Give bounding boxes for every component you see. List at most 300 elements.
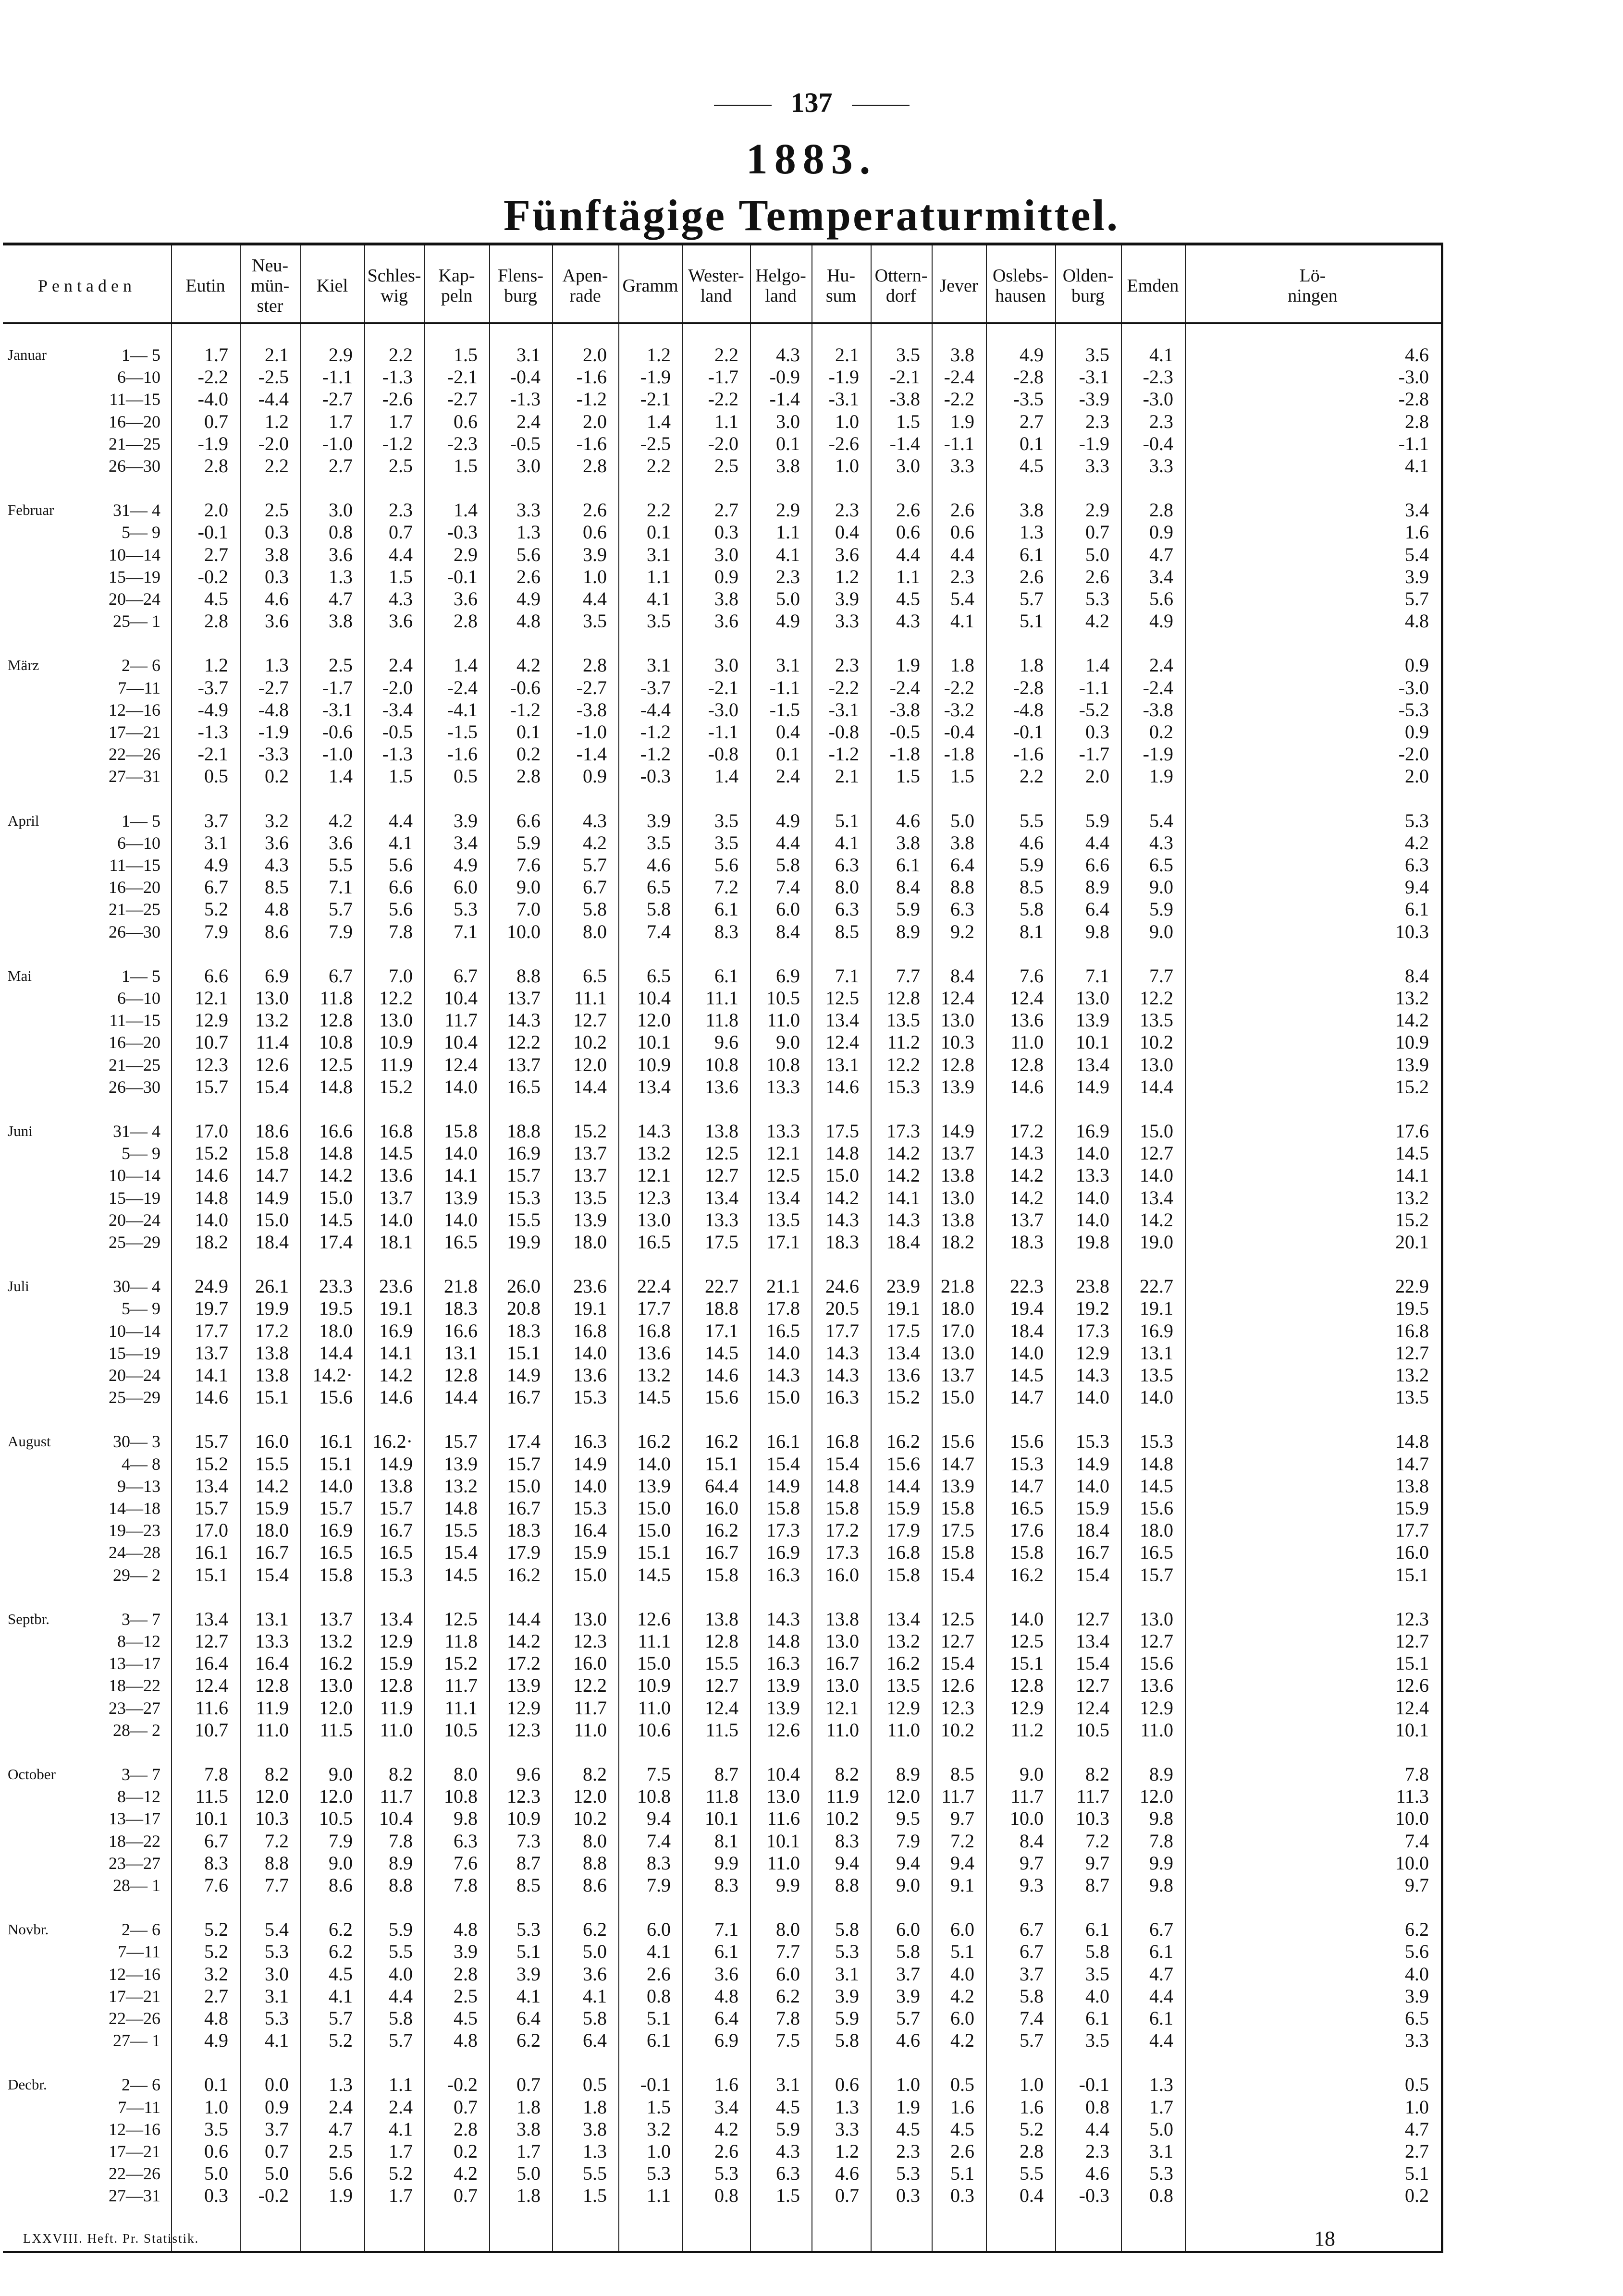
temperature-cell: 1.9	[1149, 765, 1173, 787]
temperature-cell: -2.2	[708, 388, 738, 410]
temperature-cell: 13.1	[1140, 1342, 1173, 1364]
temperature-cell: 14.2	[886, 1164, 920, 1186]
temperature-cell: -2.3	[447, 432, 478, 454]
temperature-cell: -1.4	[889, 432, 920, 454]
temperature-cell: 13.7	[941, 1364, 974, 1386]
temperature-cell: 8.4	[1020, 1830, 1044, 1852]
temperature-cell: 5.9	[896, 898, 920, 920]
temperature-cell: 16.8	[637, 1319, 671, 1342]
temperature-cell: 17.0	[195, 1519, 228, 1541]
temperature-cell: 1.1	[714, 410, 738, 432]
temperature-cell: 6.3	[1405, 854, 1429, 876]
temperature-cell: 6.5	[583, 965, 607, 987]
temperature-cell: 16.5	[1010, 1497, 1044, 1519]
temperature-cell: 17.0	[941, 1319, 974, 1342]
temperature-cell: 14.8	[825, 1475, 859, 1497]
temperature-cell: 18.8	[507, 1120, 541, 1142]
temperature-cell: 2.7	[1020, 410, 1044, 432]
temperature-cell: 10.4	[444, 987, 478, 1009]
temperature-cell: 6.3	[835, 854, 859, 876]
temperature-cell: 13.0	[573, 1608, 607, 1630]
temperature-cell: 8.1	[714, 1830, 738, 1852]
temperature-cell: 0.5	[1405, 2074, 1429, 2096]
temperature-cell: 7.6	[516, 854, 541, 876]
temperature-cell: 1.5	[950, 765, 974, 787]
temperature-cell: -1.1	[1079, 676, 1109, 698]
temperature-cell: 8.5	[516, 1874, 541, 1896]
temperature-cell: -0.5	[510, 432, 541, 454]
temperature-cell: -3.8	[889, 388, 920, 410]
temperature-cell: 6.1	[1085, 2007, 1109, 2029]
temperature-cell: 16.9	[1076, 1120, 1109, 1142]
temperature-cell: 2.3	[835, 654, 859, 676]
temperature-cell: 4.6	[1085, 2162, 1109, 2185]
temperature-cell: 17.3	[766, 1519, 800, 1541]
temperature-cell: 8.5	[950, 1763, 974, 1785]
temperature-cell: 3.4	[454, 831, 478, 854]
temperature-cell: 14.3	[886, 1209, 920, 1231]
temperature-cell: 4.2	[1405, 831, 1429, 854]
temperature-cell: 2.8	[454, 2118, 478, 2140]
temperature-cell: 16.0	[573, 1652, 607, 1674]
temperature-cell: 14.0	[1140, 1164, 1173, 1186]
temperature-cell: 8.5	[1020, 876, 1044, 898]
temperature-cell: 1.3	[516, 521, 541, 543]
temperature-cell: 16.2	[637, 1430, 671, 1453]
temperature-cell: 15.8	[319, 1563, 353, 1586]
header-station: Helgo- land	[755, 266, 806, 306]
temperature-cell: 10.5	[1076, 1719, 1109, 1741]
temperature-cell: -2.8	[1013, 366, 1044, 388]
temperature-cell: 13.1	[444, 1342, 478, 1364]
temperature-cell: 4.3	[776, 2140, 800, 2162]
temperature-cell: -1.0	[322, 432, 353, 454]
temperature-cell: 10.2	[825, 1807, 859, 1830]
temperature-cell: 8.2	[389, 1763, 413, 1785]
temperature-cell: 4.1	[265, 2029, 289, 2052]
temperature-cell: 10.0	[507, 920, 541, 942]
temperature-cell: 3.1	[1149, 2140, 1173, 2162]
temperature-cell: 13.5	[1140, 1364, 1173, 1386]
temperature-cell: 12.1	[766, 1142, 800, 1164]
temperature-cell: 18.2	[941, 1231, 974, 1253]
temperature-cell: 4.3	[583, 809, 607, 831]
temperature-cell: -0.1	[1013, 721, 1044, 743]
temperature-cell: 3.8	[950, 344, 974, 366]
temperature-cell: 16.4	[255, 1652, 289, 1674]
temperature-cell: 9.8	[454, 1807, 478, 1830]
temperature-cell: 14.0	[319, 1475, 353, 1497]
temperature-cell: 3.5	[1085, 2029, 1109, 2052]
temperature-cell: -1.9	[1143, 743, 1173, 765]
temperature-cell: 12.5	[1010, 1630, 1044, 1652]
temperature-cell: 15.8	[886, 1563, 920, 1586]
temperature-cell: 15.4	[941, 1563, 974, 1586]
temperature-cell: -1.1	[708, 721, 738, 743]
temperature-cell: 3.6	[329, 831, 353, 854]
temperature-cell: 6.0	[950, 2007, 974, 2029]
temperature-cell: 18.0	[319, 1319, 353, 1342]
temperature-cell: 16.7	[255, 1541, 289, 1563]
header-station: Kiel	[316, 276, 348, 296]
temperature-cell: 12.8	[255, 1674, 289, 1697]
temperature-cell: 2.0	[1405, 765, 1429, 787]
temperature-cell: -0.5	[889, 721, 920, 743]
pentade-label: 11—15	[109, 1011, 160, 1030]
temperature-cell: 2.4	[1149, 654, 1173, 676]
temperature-cell: 16.1	[195, 1541, 228, 1563]
pentade-label: 2— 6	[122, 656, 160, 675]
temperature-cell: 16.8	[379, 1120, 413, 1142]
temperature-cell: 13.4	[886, 1342, 920, 1364]
pentade-label: 15—19	[109, 1343, 160, 1363]
temperature-cell: 23.6	[573, 1275, 607, 1297]
temperature-cell: 4.6	[835, 2162, 859, 2185]
temperature-cell: -1.2	[640, 743, 671, 765]
temperature-cell: 3.7	[265, 2118, 289, 2140]
temperature-cell: 17.5	[941, 1519, 974, 1541]
temperature-cell: 14.2	[1010, 1186, 1044, 1209]
temperature-cell: 3.8	[583, 2118, 607, 2140]
temperature-cell: 0.0	[265, 2074, 289, 2096]
temperature-cell: 0.5	[204, 765, 228, 787]
temperature-cell: -1.4	[576, 743, 607, 765]
temperature-cell: 5.7	[1405, 588, 1429, 610]
temperature-cell: 1.2	[265, 410, 289, 432]
temperature-cell: 9.0	[516, 876, 541, 898]
temperature-cell: 14.1	[1395, 1164, 1429, 1186]
temperature-cell: 7.2	[1085, 1830, 1109, 1852]
temperature-cell: 2.9	[1085, 499, 1109, 521]
temperature-cell: 16.2·	[372, 1430, 413, 1453]
temperature-cell: 13.6	[379, 1164, 413, 1186]
temperature-cell: -2.4	[889, 676, 920, 698]
temperature-cell: 13.9	[941, 1475, 974, 1497]
pentade-label: 21—25	[109, 900, 160, 919]
temperature-cell: 0.7	[516, 2074, 541, 2096]
temperature-cell: 5.8	[1085, 1941, 1109, 1963]
temperature-cell: 2.2	[265, 455, 289, 476]
temperature-cell: 14.9	[1076, 1453, 1109, 1475]
temperature-cell: 15.0	[507, 1475, 541, 1497]
temperature-cell: 16.5	[379, 1541, 413, 1563]
pentade-label: 11—15	[109, 855, 160, 875]
temperature-cell: 1.1	[896, 565, 920, 587]
temperature-cell: 0.2	[1149, 721, 1173, 743]
temperature-cell: 7.9	[329, 1830, 353, 1852]
temperature-cell: 2.7	[714, 499, 738, 521]
temperature-cell: 4.1	[583, 1985, 607, 2007]
temperature-cell: 18.0	[941, 1297, 974, 1319]
temperature-cell: 14.2	[1395, 1009, 1429, 1031]
temperature-cell: 5.8	[835, 1918, 859, 1941]
temperature-cell: -0.4	[510, 366, 541, 388]
temperature-cell: 11.0	[767, 1852, 800, 1874]
pentade-label: 25—29	[109, 1233, 160, 1252]
temperature-cell: 2.8	[583, 654, 607, 676]
temperature-cell: 1.0	[1020, 2074, 1044, 2096]
temperature-cell: 22.9	[1395, 1275, 1429, 1297]
temperature-cell: 0.8	[714, 2185, 738, 2207]
temperature-cell: 3.2	[265, 809, 289, 831]
temperature-cell: 0.2	[454, 2140, 478, 2162]
temperature-cell: 15.7	[507, 1164, 541, 1186]
temperature-cell: 19.8	[1076, 1231, 1109, 1253]
temperature-cell: 14.9	[1076, 1075, 1109, 1098]
temperature-cell: 4.3	[776, 344, 800, 366]
temperature-cell: 10.1	[637, 1031, 671, 1053]
temperature-cell: 10.2	[573, 1031, 607, 1053]
temperature-cell: 6.3	[950, 898, 974, 920]
header-station: Lö- ningen	[1288, 266, 1338, 306]
temperature-cell: 15.2	[379, 1075, 413, 1098]
temperature-cell: 2.0	[583, 344, 607, 366]
temperature-cell: 5.1	[1405, 2162, 1429, 2185]
temperature-cell: 2.1	[835, 765, 859, 787]
temperature-cell: 4.8	[516, 610, 541, 632]
temperature-cell: 1.3	[583, 2140, 607, 2162]
temperature-cell: 1.9	[896, 2096, 920, 2118]
temperature-cell: 17.2	[825, 1519, 859, 1541]
temperature-cell: 13.2	[444, 1475, 478, 1497]
temperature-cell: 13.9	[1076, 1009, 1109, 1031]
temperature-cell: 14.3	[766, 1608, 800, 1630]
month-label: Juni	[8, 1123, 33, 1139]
header-station: Eutin	[185, 276, 225, 296]
temperature-cell: 4.8	[714, 1985, 738, 2007]
temperature-cell: 3.1	[647, 543, 671, 565]
temperature-cell: 9.4	[896, 1852, 920, 1874]
pentade-label: 1— 5	[122, 811, 160, 830]
temperature-cell: 7.8	[1149, 1830, 1173, 1852]
temperature-cell: 4.2	[950, 1985, 974, 2007]
temperature-cell: 3.0	[329, 499, 353, 521]
temperature-cell: 1.0	[835, 410, 859, 432]
temperature-cell: 14.0	[1140, 1386, 1173, 1408]
temperature-cell: 26.1	[255, 1275, 289, 1297]
temperature-cell: 3.6	[389, 610, 413, 632]
temperature-cell: 1.0	[835, 455, 859, 476]
temperature-cell: 7.6	[1020, 965, 1044, 987]
temperature-cell: 5.7	[389, 2029, 413, 2052]
temperature-cell: 15.4	[255, 1563, 289, 1586]
temperature-cell: 4.4	[950, 543, 974, 565]
temperature-cell: 19.5	[319, 1297, 353, 1319]
temperature-cell: 13.7	[1010, 1209, 1044, 1231]
temperature-cell: 12.3	[1395, 1608, 1429, 1630]
temperature-cell: 15.8	[941, 1497, 974, 1519]
temperature-cell: -1.5	[447, 721, 478, 743]
temperature-cell: 10.5	[444, 1719, 478, 1741]
temperature-cell: -4.4	[258, 388, 289, 410]
temperature-cell: 3.3	[835, 610, 859, 632]
temperature-cell: 21.1	[766, 1275, 800, 1297]
temperature-cell: 0.3	[265, 565, 289, 587]
month-label: Februar	[8, 501, 54, 519]
temperature-cell: 13.2	[1395, 987, 1429, 1009]
temperature-cell: 12.4	[825, 1031, 859, 1053]
temperature-cell: 8.3	[835, 1830, 859, 1852]
temperature-cell: 15.8	[705, 1563, 738, 1586]
temperature-cell: 13.4	[1076, 1053, 1109, 1075]
pentade-label: 12—16	[109, 700, 160, 720]
temperature-cell: 4.2	[1085, 610, 1109, 632]
temperature-cell: 4.6	[647, 854, 671, 876]
pentade-label: 20—24	[109, 589, 160, 609]
pentade-label: 23—27	[109, 1698, 160, 1718]
temperature-cell: 14.6	[195, 1386, 228, 1408]
temperature-cell: 15.8	[444, 1120, 478, 1142]
temperature-cell: 5.4	[1405, 543, 1429, 565]
temperature-cell: 5.4	[950, 588, 974, 610]
temperature-cell: 6.1	[1149, 1941, 1173, 1963]
temperature-cell: -1.3	[382, 366, 413, 388]
temperature-cell: 13.4	[825, 1009, 859, 1031]
temperature-cell: 14.7	[1395, 1453, 1429, 1475]
temperature-cell: 6.6	[1085, 854, 1109, 876]
temperature-cell: 10.3	[1076, 1807, 1109, 1830]
temperature-cell: 10.4	[766, 1763, 800, 1785]
temperature-cell: 15.4	[825, 1453, 859, 1475]
temperature-cell: -1.4	[769, 388, 800, 410]
pentade-label: 12—16	[109, 1964, 160, 1984]
temperature-cell: 17.3	[886, 1120, 920, 1142]
temperature-cell: 5.9	[516, 831, 541, 854]
temperature-cell: 1.7	[389, 410, 413, 432]
temperature-cell: 8.8	[583, 1852, 607, 1874]
temperature-cell: 4.6	[1405, 344, 1429, 366]
pentade-label: 3— 7	[122, 1765, 160, 1784]
temperature-cell: 5.2	[1020, 2118, 1044, 2140]
temperature-cell: 7.8	[454, 1874, 478, 1896]
temperature-cell: 4.1	[389, 831, 413, 854]
temperature-cell: 11.1	[638, 1630, 671, 1652]
temperature-cell: 14.2	[379, 1364, 413, 1386]
temperature-cell: 13.7	[507, 987, 541, 1009]
temperature-cell: 15.1	[195, 1563, 228, 1586]
temperature-cell: 3.6	[714, 1963, 738, 1985]
temperature-cell: 14.0	[1076, 1142, 1109, 1164]
temperature-cell: 22.3	[1010, 1275, 1044, 1297]
temperature-cell: 4.3	[265, 854, 289, 876]
pentade-label: 20—24	[109, 1366, 160, 1385]
pentade-label: 8—12	[117, 1632, 160, 1651]
temperature-cell: 1.5	[389, 765, 413, 787]
temperature-cell: 17.5	[886, 1319, 920, 1342]
temperature-cell: 3.1	[776, 654, 800, 676]
pentade-label: 14—18	[109, 1499, 160, 1518]
temperature-cell: 5.9	[1085, 809, 1109, 831]
temperature-cell: 4.3	[896, 610, 920, 632]
temperature-cell: 2.6	[516, 565, 541, 587]
month-label: October	[8, 1766, 56, 1783]
temperature-cell: 2.0	[583, 410, 607, 432]
temperature-cell: -3.1	[828, 388, 859, 410]
temperature-cell: 11.0	[1140, 1719, 1173, 1741]
temperature-cell: 4.5	[329, 1963, 353, 1985]
temperature-cell: 3.2	[204, 1963, 228, 1985]
temperature-cell: 2.2	[1020, 765, 1044, 787]
temperature-cell: 14.5	[444, 1563, 478, 1586]
temperature-cell: 13.5	[573, 1186, 607, 1209]
temperature-cell: 2.7	[204, 1985, 228, 2007]
temperature-cell: 11.1	[444, 1697, 478, 1719]
temperature-cell: 2.8	[454, 1963, 478, 1985]
temperature-cell: 7.6	[454, 1852, 478, 1874]
temperature-cell: 5.5	[1020, 809, 1044, 831]
temperature-cell: 13.5	[886, 1009, 920, 1031]
temperature-cell: 15.2	[886, 1386, 920, 1408]
temperature-cell: 15.6	[941, 1430, 974, 1453]
temperature-cell: 13.9	[444, 1186, 478, 1209]
pentade-label: 22—26	[109, 745, 160, 764]
header-station: Emden	[1127, 276, 1179, 296]
temperature-cell: 15.3	[886, 1075, 920, 1098]
temperature-cell: 2.7	[1405, 2140, 1429, 2162]
temperature-cell: 3.9	[583, 543, 607, 565]
temperature-cell: 14.3	[825, 1342, 859, 1364]
temperature-cell: 13.0	[379, 1009, 413, 1031]
temperature-cell: 4.0	[389, 1963, 413, 1985]
temperature-cell: 15.1	[637, 1541, 671, 1563]
temperature-cell: 4.3	[389, 588, 413, 610]
temperature-cell: 12.6	[255, 1053, 289, 1075]
temperature-cell: 8.5	[835, 920, 859, 942]
temperature-cell: -2.5	[258, 366, 289, 388]
page-number: 137	[0, 86, 1623, 119]
temperature-cell: 9.4	[647, 1807, 671, 1830]
temperature-cell: 3.3	[516, 499, 541, 521]
temperature-cell: 19.2	[1076, 1297, 1109, 1319]
temperature-cell: 4.5	[1020, 455, 1044, 476]
temperature-cell: 9.0	[1149, 876, 1173, 898]
temperature-cell: 0.9	[1405, 721, 1429, 743]
temperature-cell: 24.9	[195, 1275, 228, 1297]
temperature-cell: 4.1	[647, 588, 671, 610]
temperature-cell: 16.6	[319, 1120, 353, 1142]
temperature-cell: 15.7	[195, 1497, 228, 1519]
temperature-cell: 4.2	[454, 2162, 478, 2185]
temperature-cell: 16.5	[507, 1075, 541, 1098]
temperature-cell: 5.8	[647, 898, 671, 920]
temperature-cell: 12.2	[507, 1031, 541, 1053]
temperature-cell: 18.0	[1140, 1519, 1173, 1541]
temperature-cell: 1.8	[950, 654, 974, 676]
temperature-cell: 17.4	[507, 1430, 541, 1453]
temperature-cell: 3.3	[1405, 2029, 1429, 2052]
temperature-cell: 15.8	[255, 1142, 289, 1164]
temperature-cell: 16.4	[573, 1519, 607, 1541]
temperature-cell: 1.8	[583, 2096, 607, 2118]
temperature-cell: 3.0	[265, 1963, 289, 1985]
temperature-cell: 2.2	[714, 344, 738, 366]
temperature-cell: 16.9	[379, 1319, 413, 1342]
temperature-cell: 16.7	[379, 1519, 413, 1541]
temperature-cell: -1.2	[510, 698, 541, 721]
temperature-cell: 5.0	[776, 588, 800, 610]
temperature-cell: 17.6	[1395, 1120, 1429, 1142]
temperature-cell: 1.3	[329, 565, 353, 587]
temperature-cell: 6.2	[1405, 1918, 1429, 1941]
temperature-cell: 1.1	[776, 521, 800, 543]
temperature-cell: 0.9	[1405, 654, 1429, 676]
temperature-cell: 7.5	[647, 1763, 671, 1785]
temperature-cell: 13.2	[886, 1630, 920, 1652]
temperature-cell: 15.7	[195, 1075, 228, 1098]
temperature-cell: 5.3	[714, 2162, 738, 2185]
temperature-cell: 2.3	[950, 565, 974, 587]
pentade-label: 30— 3	[113, 1432, 160, 1452]
